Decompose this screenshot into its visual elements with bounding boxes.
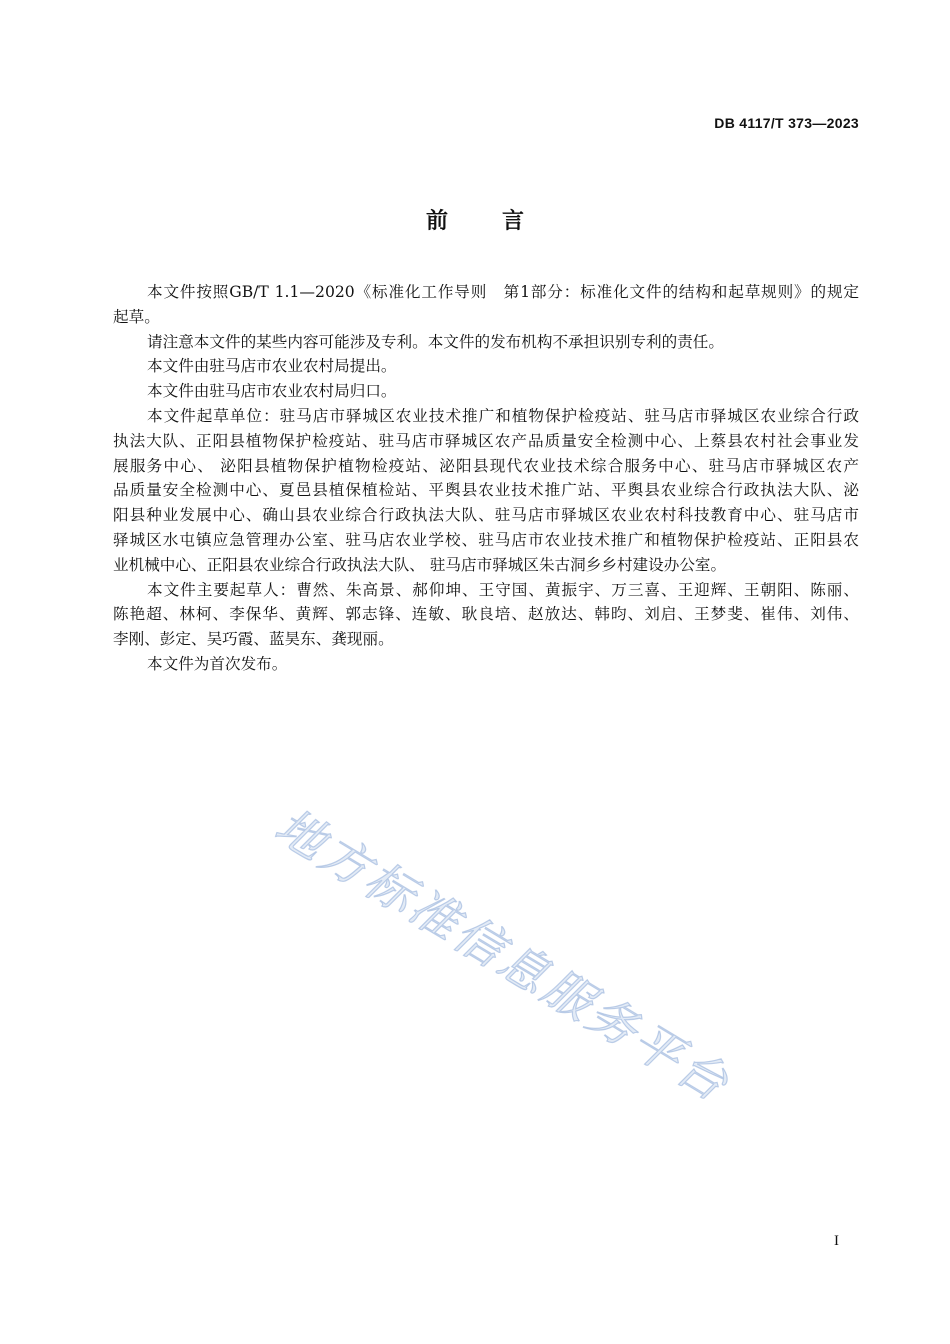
paragraph-patent-notice [113, 330, 859, 355]
paragraph-proposed-by [113, 354, 859, 379]
paragraph-line: 本文件起草单位：驻马店市驿城区农业技术推广和植物保护检疫站、驻马店市驿城区农业综合行政 [147, 406, 859, 425]
title-char-2: 言 [502, 209, 525, 234]
paragraph-administered-by [113, 379, 859, 404]
paragraph-line: 本文件由驻马店市农业农村局归口。 [147, 382, 397, 401]
paragraph-drafting-units [113, 404, 859, 578]
paragraph-line: 品质量安全检测中心、夏邑县植保植检站、平舆县农业技术推广站、平舆县农业综合行政执法大队、泌 [113, 481, 859, 500]
paragraph-drafters [113, 578, 859, 652]
paragraph-line: 业机械中心、正阳县农业综合行政执法大队、 驻马店市驿城区朱古洞乡乡村建设办公室。 [113, 555, 727, 574]
watermark: 地方标准信息服务平台 [265, 797, 740, 1114]
paragraph-line: 本文件为首次发布。 [147, 654, 288, 673]
paragraph-line: 李刚、彭定、吴巧霞、蓝昊东、龚现丽。 [113, 630, 394, 649]
paragraph-line: 陈艳超、林柯、李保华、黄辉、郭志锋、连敏、耿良培、赵放达、韩昀、刘启、王梦斐、崔伟、刘伟、 [113, 605, 859, 624]
paragraph-line: 驿城区水屯镇应急管理办公室、驻马店农业学校、驻马店市农业技术推广和植物保护检疫站、正阳县农 [113, 530, 859, 549]
paragraph-line: 请注意本文件的某些内容可能涉及专利。本文件的发布机构不承担识别专利的责任。 [147, 332, 724, 351]
paragraph-line: 起草。 [113, 307, 160, 326]
paragraph-line: 本文件主要起草人：曹然、朱高景、郝仰坤、王守国、黄振宇、万三喜、王迎辉、王朝阳、陈丽、 [147, 580, 859, 599]
foreword-body [113, 280, 859, 677]
paragraph-line: 本文件按照GB/T 1.1—2020《标准化工作导则 第1部分：标准化文件的结构和起草规则》的规定 [147, 283, 859, 301]
paragraph-line: 本文件由驻马店市农业农村局提出。 [147, 357, 397, 376]
paragraph-line: 展服务中心、 泌阳县植物保护植物检疫站、泌阳县现代农业技术综合服务中心、驻马店市驿城区农产 [113, 456, 859, 475]
paragraph-drafting-rules [113, 280, 859, 330]
paragraph-line: 阳县种业发展中心、确山县农业综合行政执法大队、驻马店市驿城区农业农村科技教育中心、驻马店市 [113, 506, 859, 525]
paragraph-first-release [113, 652, 859, 677]
page-title [0, 204, 950, 235]
document-code: DB 4117/T 373—2023 [714, 115, 859, 131]
page-number: I [834, 1233, 839, 1249]
paragraph-line: 执法大队、正阳县植物保护检疫站、驻马店市驿城区农产品质量安全检测中心、上蔡县农村社会事业发 [113, 431, 859, 450]
title-char-1: 前 [425, 209, 448, 234]
